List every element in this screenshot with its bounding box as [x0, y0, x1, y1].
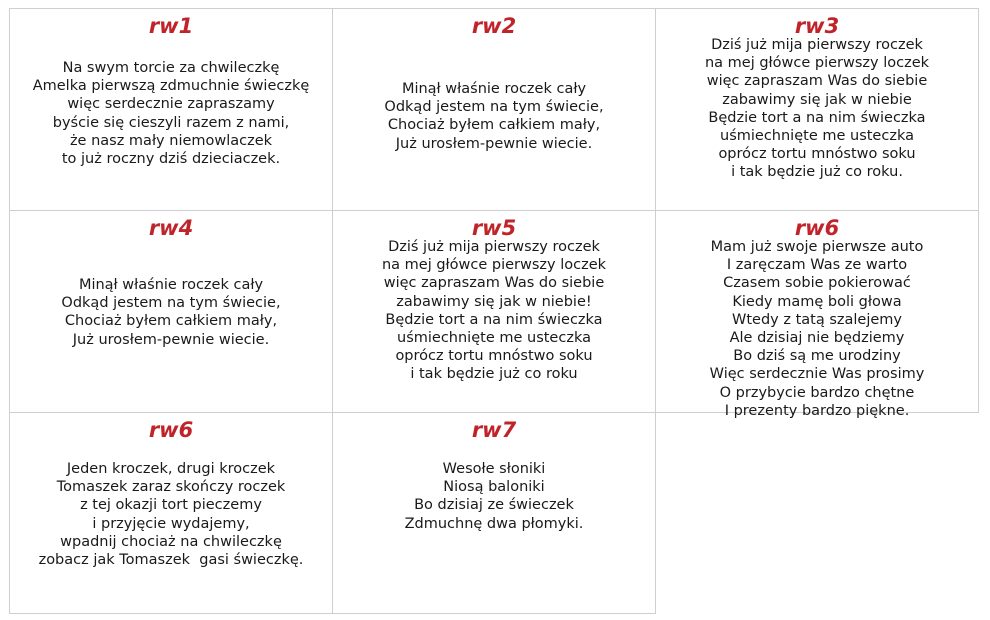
poem-card-rw5: [332, 210, 656, 413]
poem-line: z tej okazji tort pieczemy: [80, 497, 262, 514]
poem-line: zabawimy się jak w niebie: [722, 91, 912, 108]
poem-line: zabawimy się jak w niebie!: [396, 293, 592, 310]
poem-line: wpadnij chociaż na chwileczkę: [60, 533, 282, 550]
card-title: rw2: [471, 14, 517, 38]
poem-line: na mej główce pierwszy loczek: [704, 55, 930, 72]
poem-line: uśmiechnięte me usteczka: [720, 128, 914, 145]
poem-line: oprócz tortu mnóstwo soku: [718, 146, 916, 163]
poem-text: [333, 460, 655, 533]
poem-line: Minął właśnie roczek cały: [401, 81, 587, 97]
poem-line: Na swym torcie za chwileczkę: [62, 60, 280, 76]
poem-card-rw2: [332, 8, 656, 211]
poem-card-rw3: [655, 8, 979, 211]
poem-card-rw4: [9, 210, 333, 413]
poem-line: Czasem sobie pokierować: [723, 275, 911, 292]
poem-line: I zaręczam Was ze warto: [726, 257, 908, 274]
poem-line: Już urosłem-pewnie wiecie.: [395, 135, 593, 152]
poem-line: Więc serdecznie Was prosimy: [709, 366, 925, 383]
poem-line: Bo dzisiaj ze świeczek: [414, 497, 574, 514]
poem-line: Jeden kroczek, drugi kroczek: [66, 461, 276, 477]
poem-line: Dziś już mija pierwszy roczek: [388, 239, 600, 255]
poem-line: Bo dziś są me urodziny: [733, 348, 901, 365]
poem-line: Wtedy z tatą szalejemy: [732, 311, 902, 328]
poem-text: [656, 36, 978, 182]
poem-line: Chociaż byłem całkiem mały,: [387, 117, 601, 134]
poem-line: byście się cieszyli razem z nami,: [52, 114, 290, 131]
poem-line: Zdmuchnę dwa płomyki.: [404, 515, 584, 532]
poem-line: że nasz mały niemowlaczek: [69, 132, 273, 149]
card-title: rw6: [794, 216, 840, 240]
poem-text: [10, 276, 332, 349]
poem-line: uśmiechnięte me usteczka: [397, 330, 591, 347]
card-title: rw7: [471, 418, 517, 442]
poem-card-rw7: [332, 412, 656, 614]
poem-line: Tomaszek zaraz skończy roczek: [56, 479, 286, 496]
poem-line: Kiedy mamę boli głowa: [732, 293, 902, 310]
poem-line: Będzie tort a na nim świeczka: [385, 311, 603, 328]
poem-line: i przyjęcie wydajemy,: [92, 515, 250, 532]
poem-line: Minął właśnie roczek cały: [78, 277, 264, 293]
poem-text: [10, 59, 332, 168]
poem-line: więc serdecznie zapraszamy: [67, 96, 275, 113]
poem-line: Chociaż byłem całkiem mały,: [64, 313, 278, 330]
poem-line: na mej główce pierwszy loczek: [381, 257, 607, 274]
card-title: rw4: [148, 216, 194, 240]
poem-card-rw6: [655, 210, 979, 419]
poem-card-rw6-tomaszek: [9, 412, 333, 614]
poem-line: Będzie tort a na nim świeczka: [708, 109, 926, 126]
poem-line: Mam już swoje pierwsze auto: [710, 239, 924, 255]
poem-text: [333, 238, 655, 384]
poem-line: Ale dzisiaj nie będziemy: [729, 330, 905, 347]
poem-line: I prezenty bardzo piękne.: [724, 402, 910, 419]
card-title: rw1: [148, 14, 194, 38]
poem-text: [333, 80, 655, 153]
poem-line: Amelka pierwszą zdmuchnie świeczkę: [32, 78, 310, 95]
poem-line: to już roczny dziś dzieciaczek.: [61, 151, 281, 168]
poem-line: Już urosłem-pewnie wiecie.: [72, 331, 270, 348]
poem-line: więc zapraszam Was do siebie: [706, 73, 928, 90]
poem-line: Odkąd jestem na tym świecie,: [384, 99, 604, 116]
poem-line: więc zapraszam Was do siebie: [383, 275, 605, 292]
poem-line: i tak będzie już co roku: [410, 366, 578, 383]
poem-line: Wesołe słoniki: [442, 461, 546, 477]
card-title: rw3: [794, 14, 840, 38]
poem-text: [656, 238, 978, 420]
poem-text: [10, 460, 332, 569]
card-title: rw5: [471, 216, 517, 240]
poem-line: O przybycie bardzo chętne: [719, 384, 915, 401]
poem-line: Dziś już mija pierwszy roczek: [711, 37, 923, 53]
card-title: rw6: [148, 418, 194, 442]
poem-line: i tak będzie już co roku.: [731, 164, 903, 181]
poem-line: oprócz tortu mnóstwo soku: [395, 348, 593, 365]
poem-card-rw1: [9, 8, 333, 211]
poem-line: zobacz jak Tomaszek gasi świeczkę.: [38, 552, 304, 569]
poem-line: Niosą baloniki: [443, 479, 545, 496]
poem-line: Odkąd jestem na tym świecie,: [61, 295, 281, 312]
